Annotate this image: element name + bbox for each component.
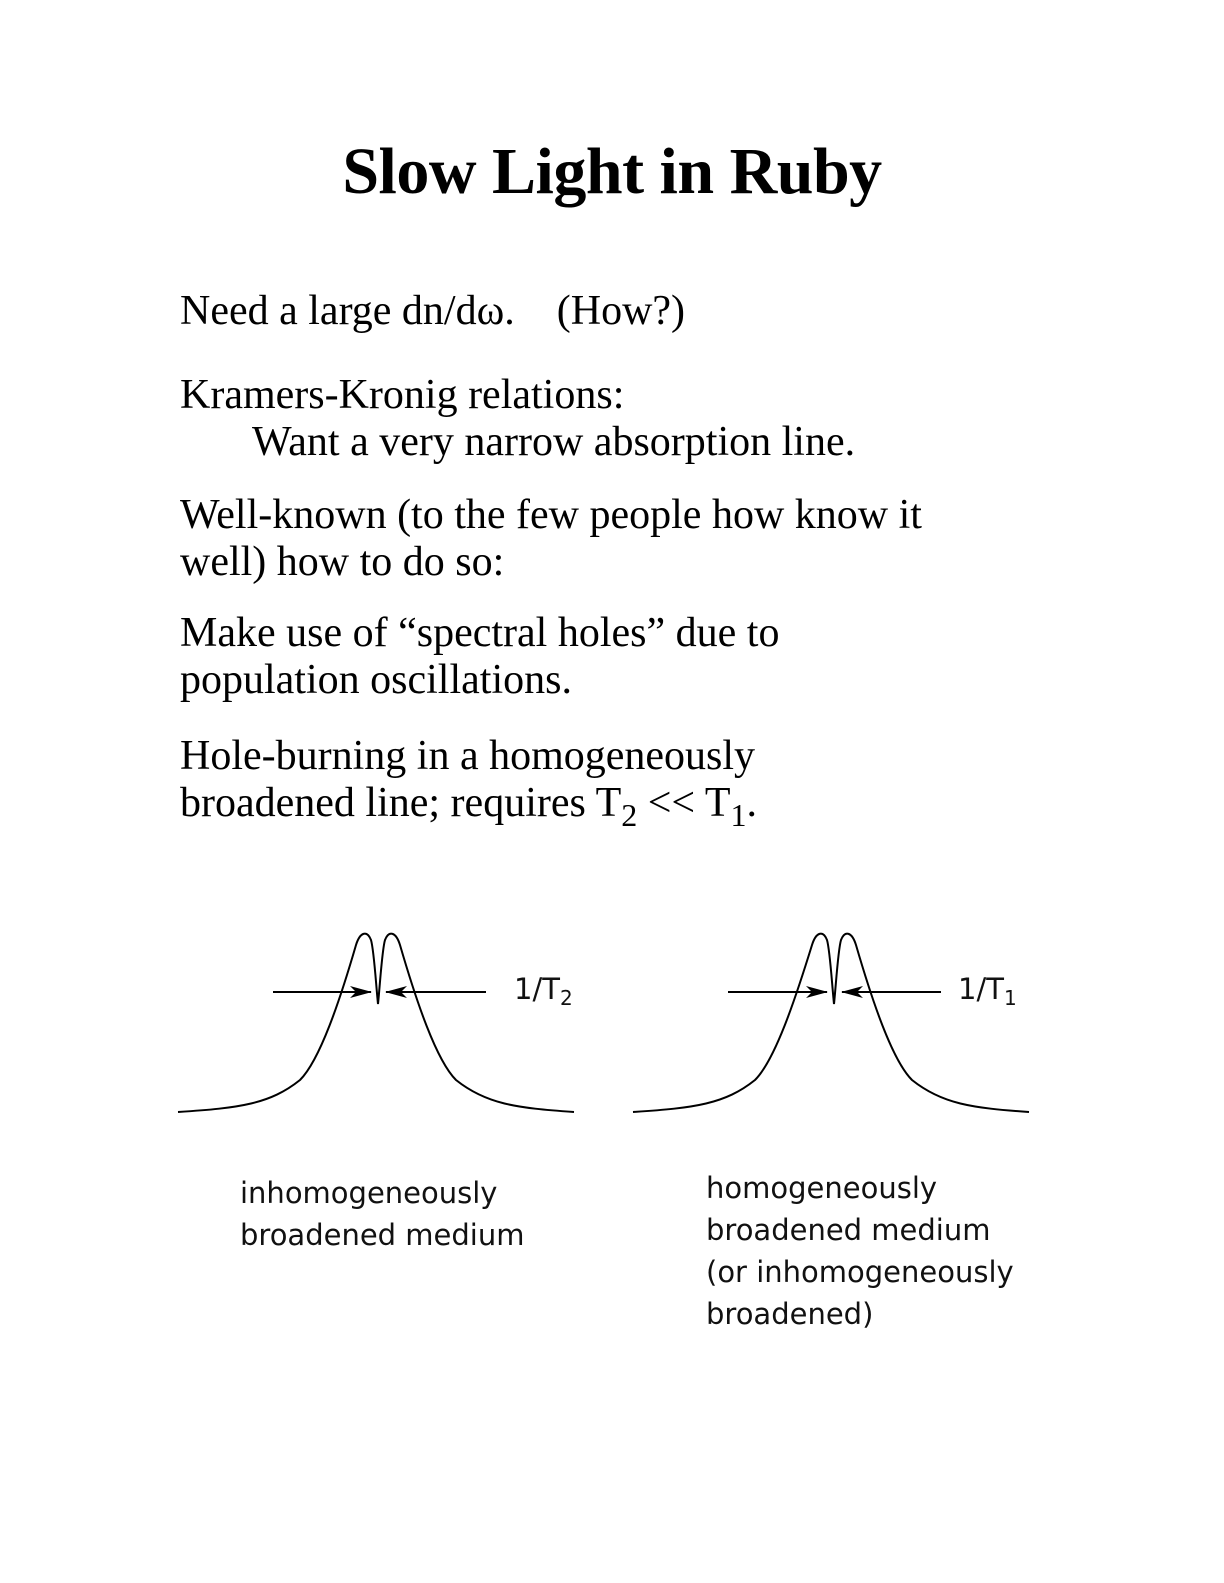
hole-burning-line-1: Hole-burning in a homogeneously bbox=[180, 733, 756, 779]
hole-burning-line-2: broadened line; requires $T_2 << T_1$. bbox=[180, 780, 758, 833]
homogeneous-lineshape bbox=[633, 934, 1029, 1112]
t2-subscript: 2 bbox=[621, 797, 638, 833]
well-known-line-1: Well-known (to the few people how know it bbox=[180, 492, 922, 538]
right-caption-line-4: broadened) bbox=[706, 1297, 874, 1331]
homogeneous-curve bbox=[633, 934, 1029, 1112]
right-width-label: $1/T_1$ bbox=[958, 972, 1017, 1010]
inhomogeneous-lineshape bbox=[178, 934, 574, 1112]
right-caption-line-3: (or inhomogeneously bbox=[706, 1255, 1014, 1289]
left-width-label: $1/T_2$ bbox=[514, 972, 573, 1010]
spectral-holes-line-1: Make use of “spectral holes” due to bbox=[180, 610, 780, 656]
page-title: Slow Light in Ruby bbox=[342, 135, 882, 208]
inhomogeneous-curve bbox=[178, 934, 574, 1112]
right-caption-line-1: homogeneously bbox=[706, 1171, 938, 1205]
need-large-text: Need a large dn/dω. bbox=[180, 288, 515, 334]
spectral-holes-line-2: population oscillations. bbox=[180, 657, 572, 703]
right-caption bbox=[706, 1167, 1014, 1335]
t1-subscript: 1 bbox=[730, 797, 747, 833]
left-caption-line-2: broadened medium bbox=[240, 1218, 525, 1252]
left-caption-line-1: inhomogeneously bbox=[240, 1176, 498, 1210]
right-caption-line-2: broadened medium bbox=[706, 1213, 991, 1247]
how-question-text: (How?) bbox=[556, 288, 686, 334]
well-known-line-2: well) how to do so: bbox=[180, 539, 505, 585]
kramers-kronig-heading: Kramers-Kronig relations: bbox=[180, 372, 625, 418]
left-caption bbox=[240, 1172, 525, 1256]
narrow-line-text: Want a very narrow absorption line. bbox=[252, 419, 856, 465]
